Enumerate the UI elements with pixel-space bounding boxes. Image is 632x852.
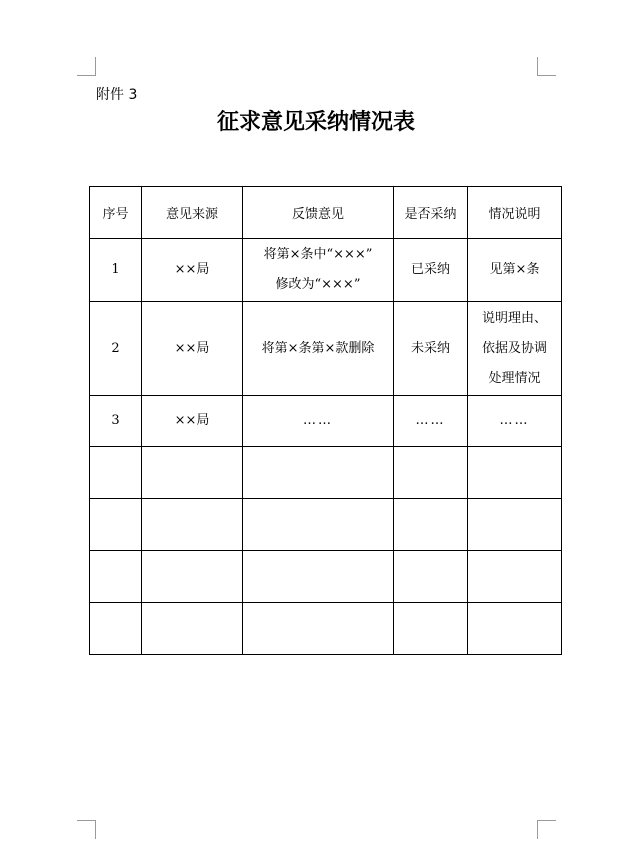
cell-opinion-source: ××局 xyxy=(142,302,243,396)
explanation-line: 依据及协调 xyxy=(481,340,547,356)
blank-cell xyxy=(394,499,468,551)
explanation-line: 处理情况 xyxy=(488,370,541,386)
crop-mark-top-right xyxy=(537,57,556,76)
blank-cell xyxy=(394,447,468,499)
blank-cell xyxy=(142,499,243,551)
table-row xyxy=(90,396,562,447)
header-opinion-source: 意见来源 xyxy=(142,187,243,239)
page-title: 征求意见采纳情况表 xyxy=(216,109,415,135)
blank-table-row xyxy=(90,447,562,499)
cell-opinion-source: ××局 xyxy=(142,239,243,302)
blank-cell xyxy=(90,551,142,603)
blank-table-row xyxy=(90,551,562,603)
cell-serial-no: 1 xyxy=(90,239,142,302)
blank-cell xyxy=(468,603,562,655)
blank-cell xyxy=(468,499,562,551)
adopted-value: …… xyxy=(415,413,446,428)
feedback-line: 将第×条第×款删除 xyxy=(261,340,375,356)
blank-cell xyxy=(142,447,243,499)
header-feedback: 反馈意见 xyxy=(243,187,394,239)
crop-mark-bottom-left xyxy=(77,820,96,839)
explanation-line: 说明理由、 xyxy=(481,310,547,326)
crop-mark-bottom-right xyxy=(537,820,556,839)
table-row xyxy=(90,239,562,302)
blank-cell xyxy=(243,499,394,551)
cell-explanation xyxy=(468,239,562,302)
blank-cell xyxy=(90,603,142,655)
blank-cell xyxy=(468,551,562,603)
cell-opinion-source: ××局 xyxy=(142,396,243,447)
cell-explanation xyxy=(468,396,562,447)
blank-cell xyxy=(142,551,243,603)
cell-explanation xyxy=(468,302,562,396)
cell-serial-no: 3 xyxy=(90,396,142,447)
blank-cell xyxy=(468,447,562,499)
cell-serial-no: 2 xyxy=(90,302,142,396)
blank-cell xyxy=(394,551,468,603)
blank-cell xyxy=(394,603,468,655)
blank-cell xyxy=(142,603,243,655)
table-header-row xyxy=(90,187,562,239)
explanation-line: …… xyxy=(499,413,530,428)
feedback-line: 将第×条中“×××” xyxy=(263,247,373,262)
blank-cell xyxy=(243,603,394,655)
cell-feedback xyxy=(243,302,394,396)
blank-table-row xyxy=(90,499,562,551)
cell-feedback xyxy=(243,396,394,447)
cell-adopted: 未采纳 xyxy=(394,302,468,396)
table-row xyxy=(90,302,562,396)
feedback-adoption-table xyxy=(89,186,562,655)
header-adopted: 是否采纳 xyxy=(394,187,468,239)
blank-cell xyxy=(243,447,394,499)
explanation-line: 见第×条 xyxy=(489,262,540,277)
header-serial-no: 序号 xyxy=(90,187,142,239)
cell-feedback xyxy=(243,239,394,302)
crop-mark-top-left xyxy=(77,57,96,76)
header-explanation: 情况说明 xyxy=(468,187,562,239)
feedback-line: …… xyxy=(303,413,333,428)
feedback-line: 修改为“×××” xyxy=(275,277,361,292)
blank-table-row xyxy=(90,603,562,655)
blank-cell xyxy=(90,447,142,499)
cell-adopted: 已采纳 xyxy=(394,239,468,302)
cell-adopted xyxy=(394,396,468,447)
attachment-label: 附件 3 xyxy=(96,87,138,103)
blank-cell xyxy=(243,551,394,603)
blank-cell xyxy=(90,499,142,551)
